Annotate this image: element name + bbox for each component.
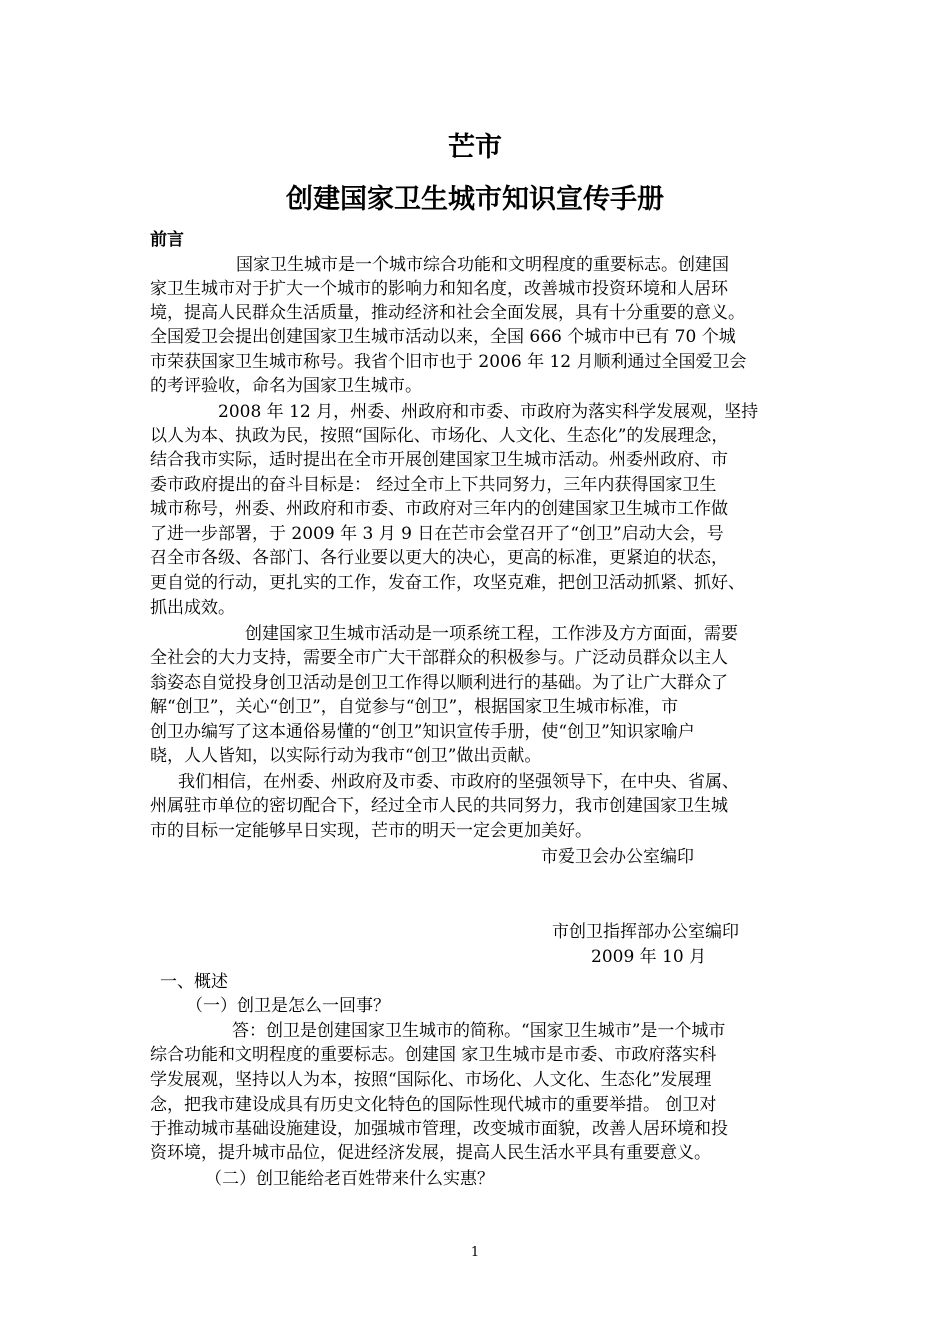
body-line: 于推动城市基础设施建设，加强城市管理，改变城市面貌，改善人居环境和投 <box>150 1119 728 1139</box>
body-line: 了进一步部署，于 2009 年 3 月 9 日在芒市会堂召开了“创卫”启动大会，号 <box>150 524 724 544</box>
section-heading: 一、概述 <box>160 972 228 992</box>
body-line: 结合我市实际，适时提出在全市开展创建国家卫生城市活动。州委州政府、市 <box>150 450 728 470</box>
title-city: 芒市 <box>448 132 502 163</box>
body-line: 答：创卫是创建国家卫生城市的简称。“国家卫生城市”是一个城市 <box>232 1021 726 1041</box>
date-line: 2009 年 10 月 <box>591 947 707 967</box>
body-line: 晓，人人皆知，以实际行动为我市“创卫”做出贡献。 <box>150 746 542 766</box>
body-line: 创卫办编写了这本通俗易懂的“创卫”知识宣传手册，使“创卫”知识家喻户 <box>150 722 695 742</box>
body-line: 州属驻市单位的密切配合下，经过全市人民的共同努力，我市创建国家卫生城 <box>150 796 728 816</box>
signature-line: 市爱卫会办公室编印 <box>541 847 694 867</box>
subsection-heading: （二）创卫能给老百姓带来什么实惠？ <box>205 1169 494 1189</box>
body-line: 全国爱卫会提出创建国家卫生城市活动以来，全国 666 个城市中已有 70 个城 <box>150 327 736 347</box>
body-line: 抓出成效。 <box>150 598 235 618</box>
body-line: 创建国家卫生城市活动是一项系统工程，工作涉及方方面面，需要 <box>245 624 738 644</box>
body-line: 全社会的大力支持，需要全市广大干部群众的积极参与。广泛动员群众以主人 <box>150 648 728 668</box>
body-line: 综合功能和文明程度的重要标志。创建国 家卫生城市是市委、市政府落实科 <box>150 1045 717 1065</box>
body-line: 城市称号，州委、州政府和市委、市政府对三年内的创建国家卫生城市工作做 <box>150 499 728 519</box>
body-line: 市的目标一定能够早日实现，芒市的明天一定会更加美好。 <box>150 821 592 841</box>
body-line: 以人为本、执政为民，按照“国际化、市场化、人文化、生态化”的发展理念， <box>150 426 729 446</box>
body-line: 我们相信，在州委、州政府及市委、市政府的坚强领导下，在中央、省属、 <box>178 772 739 792</box>
body-line: 念，把我市建设成具有历史文化特色的国际性现代城市的重要举措。 创卫对 <box>150 1095 717 1115</box>
body-line: 2008 年 12 月，州委、州政府和市委、市政府为落实科学发展观，坚持 <box>218 402 759 422</box>
subsection-heading: （一）创卫是怎么一回事？ <box>186 996 390 1016</box>
signature-line: 市创卫指挥部办公室编印 <box>552 922 739 942</box>
body-line: 境，提高人民群众生活质量，推动经济和社会全面发展，具有十分重要的意义。 <box>150 303 745 323</box>
page-number: 1 <box>470 1245 480 1260</box>
body-line: 市荣获国家卫生城市称号。我省个旧市也于 2006 年 12 月顺利通过全国爱卫会 <box>150 352 747 372</box>
body-line: 委市政府提出的奋斗目标是： 经过全市上下共同努力，三年内获得国家卫生 <box>150 475 717 495</box>
body-line: 召全市各级、各部门、各行业要以更大的决心，更高的标准，更紧迫的状态， <box>150 548 728 568</box>
body-line: 家卫生城市对于扩大一个城市的影响力和知名度，改善城市投资环境和人居环 <box>150 279 728 299</box>
title-handbook: 创建国家卫生城市知识宣传手册 <box>286 184 664 215</box>
body-line: 解“创卫”，关心“创卫”，自觉参与“创卫”，根据国家卫生城市标准，市 <box>150 697 679 717</box>
body-line: 更自觉的行动，更扎实的工作，发奋工作，攻坚克难，把创卫活动抓紧、抓好、 <box>150 573 745 593</box>
body-line: 资环境，提升城市品位，促进经济发展，提高人民生活水平具有重要意义。 <box>150 1143 711 1163</box>
preface-heading: 前言 <box>150 230 184 250</box>
body-line: 学发展观，坚持以人为本，按照“国际化、市场化、人文化、生态化”发展理 <box>150 1070 712 1090</box>
body-line: 的考评验收，命名为国家卫生城市。 <box>150 376 422 396</box>
body-line: 国家卫生城市是一个城市综合功能和文明程度的重要标志。创建国 <box>236 255 729 275</box>
body-line: 翁姿态自觉投身创卫活动是创卫工作得以顺利进行的基础。为了让广大群众了 <box>150 673 728 693</box>
